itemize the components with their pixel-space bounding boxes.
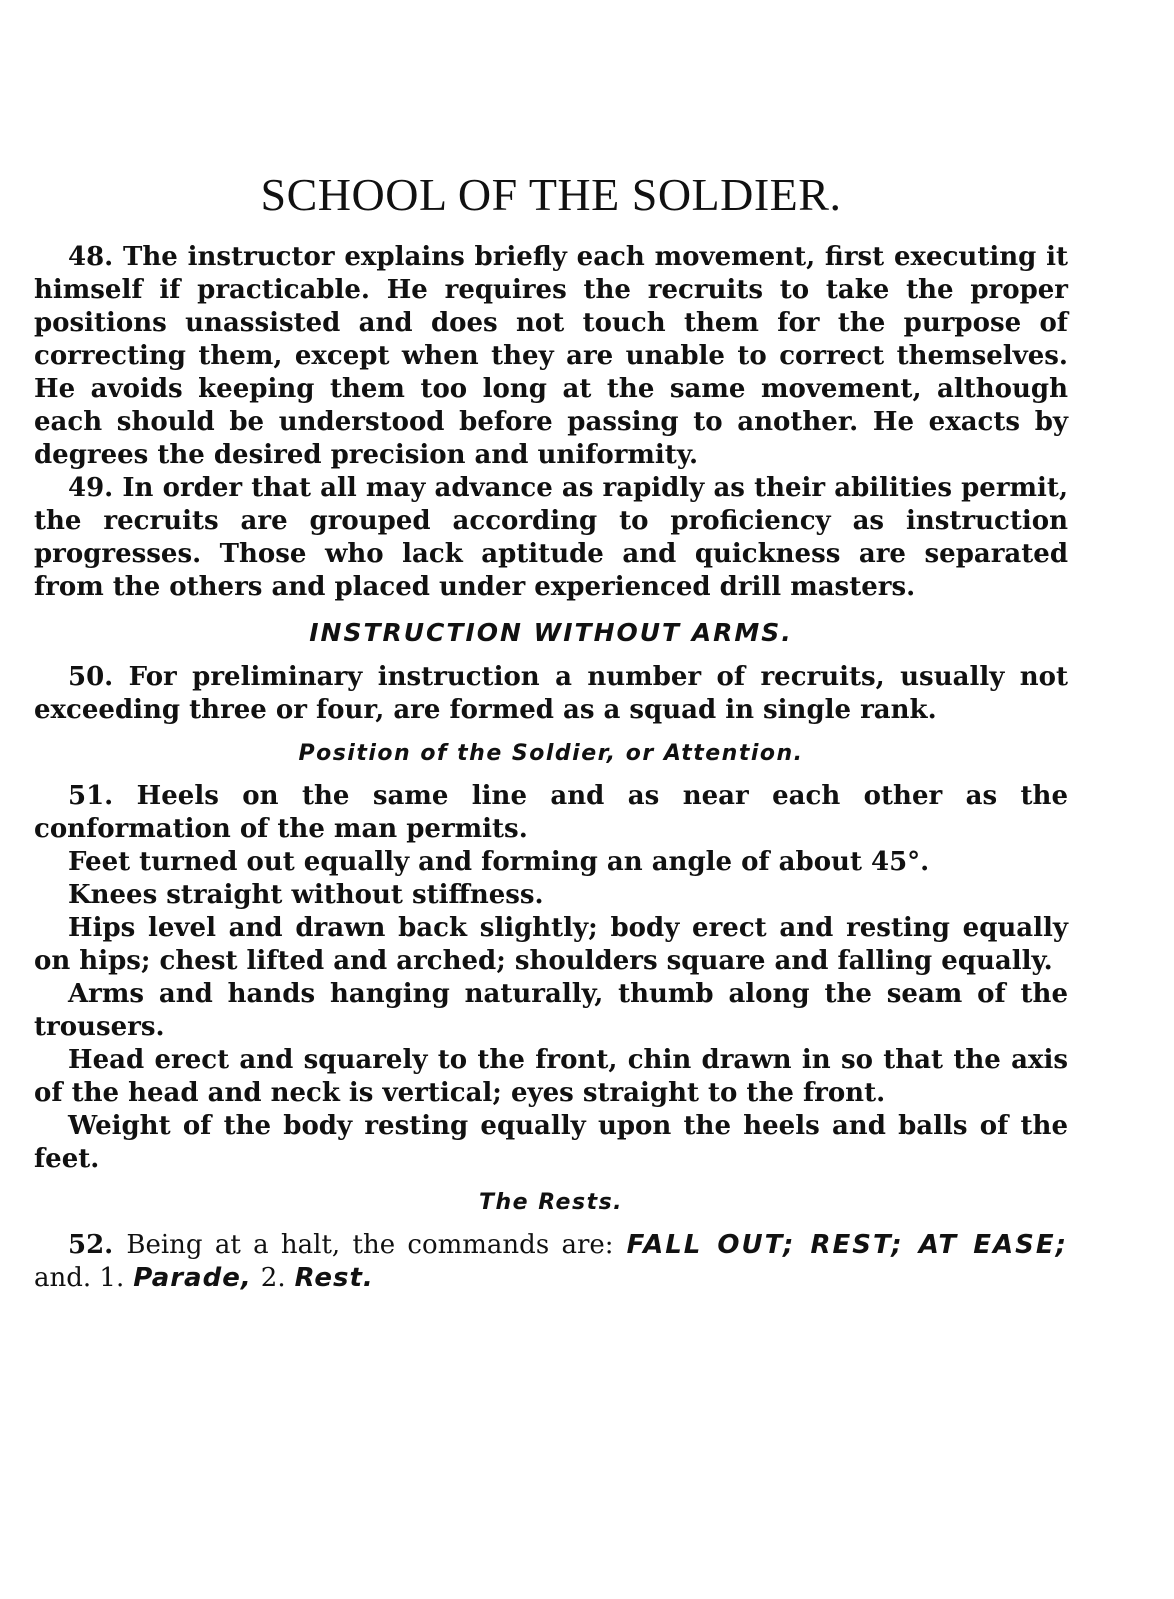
paragraph-51-line: Feet turned out equally and forming an angle of about 45°.: [68, 846, 930, 877]
paragraph-51-line: Weight of the body resting equally upon the heels and balls of the feet.: [34, 1110, 1068, 1174]
paragraph-51-line: Hips level and drawn back slightly; body erect and resting equally on hips; chest lifted and arched; shoulders square and falling equally.: [34, 912, 1068, 976]
paragraph-51-line: Head erect and squarely to the front, chin drawn in so that the axis of the head and neck is vertical; eyes straight to the front.: [34, 1044, 1068, 1108]
paragraph-number: 48.: [68, 241, 114, 272]
page-title: SCHOOL OF THE SOLDIER.: [260, 169, 842, 220]
paragraph-text: 2.: [260, 1262, 286, 1293]
paragraph-text: The instructor explains briefly each movement, first executing it himself if practicable. He requires the recruits to take the proper positions unassisted and does not touch them for the purpose of correcting them, except when they are unable to correct themselves. He avoids keeping them too long at the same movement, although each should be understood before passing to another. He exacts by degrees the desired precision and uniformity.: [34, 241, 1068, 470]
paragraph-51-line: Arms and hands hanging naturally, thumb along the seam of the trousers.: [34, 978, 1068, 1042]
command-rest: Rest.: [294, 1262, 374, 1293]
section-heading-instruction: INSTRUCTION WITHOUT ARMS.: [309, 617, 793, 647]
paragraph-48: [34, 241, 1068, 472]
subsection-heading-position: Position of the Soldier, or Attention.: [298, 740, 804, 766]
paragraph-50: [34, 661, 1068, 727]
paragraph-number: 52.: [68, 1229, 114, 1260]
paragraph-number: 51.: [68, 780, 114, 811]
paragraph-text: and. 1.: [34, 1262, 125, 1293]
paragraph-number: 50.: [68, 661, 114, 692]
paragraph-text: Being at a halt, the commands are:: [126, 1229, 614, 1260]
command-fall-out-rest-at-ease: FALL OUT; REST; AT EASE;: [626, 1229, 1068, 1260]
command-parade: Parade,: [133, 1262, 252, 1293]
paragraph-51: [34, 780, 1068, 846]
paragraph-text: Heels on the same line and as near each other as the conformation of the man permits.: [34, 780, 1068, 844]
document-page: [34, 170, 1068, 1295]
paragraph-51-line: Knees straight without stiffness.: [68, 879, 544, 910]
paragraph-text: In order that all may advance as rapidly as their abilities permit, the recruits are grouped according to proficiency as instruction progresses. Those who lack aptitude and quickness are separated from the others and placed under experienced drill masters.: [34, 472, 1068, 602]
paragraph-49: [34, 472, 1068, 604]
paragraph-number: 49.: [68, 472, 114, 503]
subsection-heading-rests: The Rests.: [478, 1189, 624, 1215]
paragraph-text: For preliminary instruction a number of recruits, usually not exceeding three or four, are formed as a squad in single rank.: [34, 661, 1068, 725]
paragraph-52: [34, 1229, 1068, 1295]
